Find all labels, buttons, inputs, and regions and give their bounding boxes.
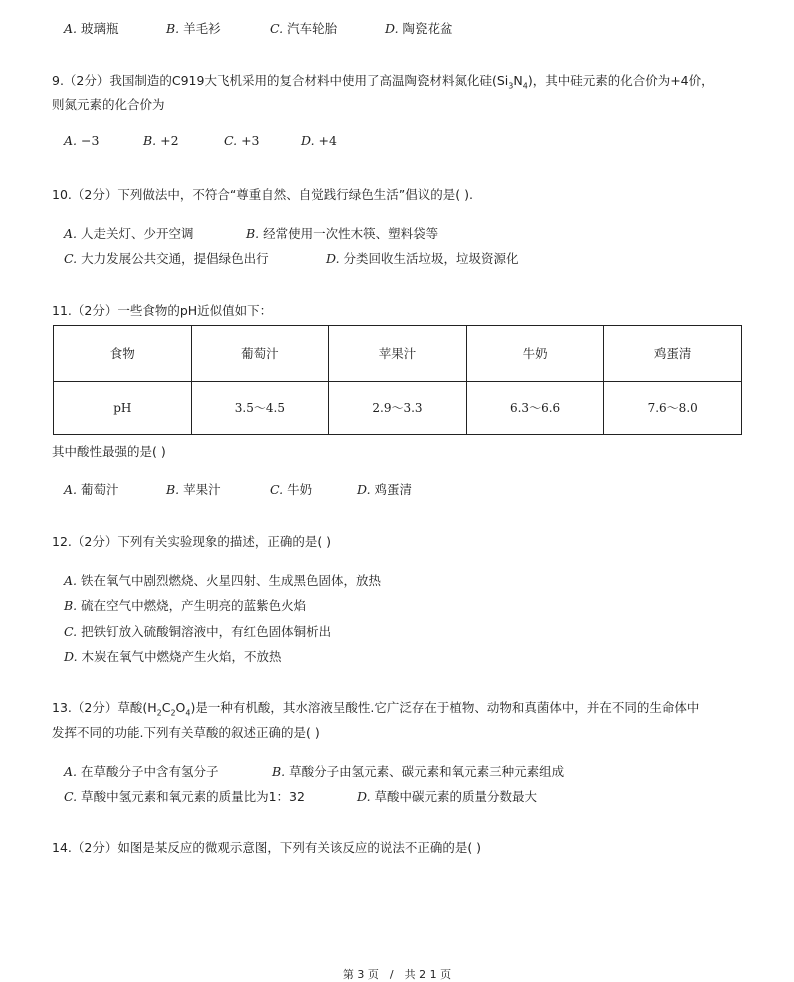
q13-option-b: B. 草酸分子由氢元素、碳元素和氧元素三种元素组成 xyxy=(272,764,565,779)
table-header-cell: 苹果汁 xyxy=(329,326,467,382)
q8-option-b: B. 羊毛衫 xyxy=(166,21,221,36)
table-header-cell: 鸡蛋清 xyxy=(604,326,742,382)
table-cell: pH xyxy=(54,381,192,434)
table-header-cell: 牛奶 xyxy=(466,326,604,382)
q14-stem: 14.（2分）如图是某反应的微观示意图，下列有关该反应的说法不正确的是( ) xyxy=(52,840,482,855)
table-header-row xyxy=(54,326,742,382)
table-cell: 6.3～6.6 xyxy=(466,381,604,434)
q10-option-b: B. 经常使用一次性木筷、塑料袋等 xyxy=(246,226,439,241)
q13-option-d: D. 草酸中碳元素的质量分数最大 xyxy=(357,789,538,804)
q9-stem-line2: 则氮元素的化合价为 xyxy=(52,97,165,112)
ph-table xyxy=(53,325,742,435)
q12-option-d: D. 木炭在氧气中燃烧产生火焰，不放热 xyxy=(64,649,282,664)
q9-option-a: A. −3 xyxy=(64,133,100,148)
table-cell: 2.9～3.3 xyxy=(329,381,467,434)
q13-stem-line2: 发挥不同的功能.下列有关草酸的叙述正确的是( ) xyxy=(52,725,320,740)
q9-option-c: C. +3 xyxy=(224,133,260,148)
q9-option-b: B. +2 xyxy=(143,133,179,148)
page-footer: 第 3 页 / 共 2 1 页 xyxy=(342,968,452,981)
q12-option-c: C. 把铁钉放入硫酸铜溶液中，有红色固体铜析出 xyxy=(64,624,332,639)
q11-option-c: C. 牛奶 xyxy=(270,482,313,497)
table-row xyxy=(54,381,742,434)
q10-option-a: A. 人走关灯、少开空调 xyxy=(64,226,194,241)
q8-option-a: A. 玻璃瓶 xyxy=(64,21,119,36)
q8-option-d: D. 陶瓷花盆 xyxy=(385,21,453,36)
q12-option-a: A. 铁在氧气中剧烈燃烧、火星四射、生成黑色固体，放热 xyxy=(64,573,382,588)
table-header-cell: 食物 xyxy=(54,326,192,382)
q11-after: 其中酸性最强的是( ) xyxy=(52,444,166,459)
q10-option-d: D. 分类回收生活垃圾，垃圾资源化 xyxy=(326,251,519,266)
q11-option-b: B. 苹果汁 xyxy=(166,482,221,497)
table-header-cell: 葡萄汁 xyxy=(191,326,329,382)
q11-option-a: A. 葡萄汁 xyxy=(64,482,119,497)
q11-stem: 11.（2分）一些食物的pH近似值如下： xyxy=(52,303,273,318)
q13-option-a: A. 在草酸分子中含有氢分子 xyxy=(64,764,219,779)
table-cell: 3.5～4.5 xyxy=(191,381,329,434)
q13-option-c: C. 草酸中氢元素和氧元素的质量比为1：32 xyxy=(64,789,305,804)
q9-option-d: D. +4 xyxy=(301,133,337,148)
q10-option-c: C. 大力发展公共交通，提倡绿色出行 xyxy=(64,251,269,266)
q12-option-b: B. 硫在空气中燃烧，产生明亮的蓝紫色火焰 xyxy=(64,598,307,613)
table-cell: 7.6～8.0 xyxy=(604,381,742,434)
q11-option-d: D. 鸡蛋清 xyxy=(357,482,413,497)
q9-stem-line1: 9.（2分）我国制造的C919大飞机采用的复合材料中使用了高温陶瓷材料氮化硅$(Si_3N_4)$，其中硅元素的化合价为+4价， xyxy=(52,73,714,91)
q8-option-c: C. 汽车轮胎 xyxy=(270,21,338,36)
q13-stem-line1: 13.（2分）草酸$(H_2C_2O_4)$是一种有机酸，其水溶液呈酸性.它广泛存在于植物、动物和真菌体中，并在不同的生命体中 xyxy=(52,700,700,718)
q12-stem: 12.（2分）下列有关实验现象的描述，正确的是( ) xyxy=(52,534,332,549)
q10-stem: 10.（2分）下列做法中，不符合“尊重自然、自觉践行绿色生活”倡议的是( ). xyxy=(52,187,473,202)
